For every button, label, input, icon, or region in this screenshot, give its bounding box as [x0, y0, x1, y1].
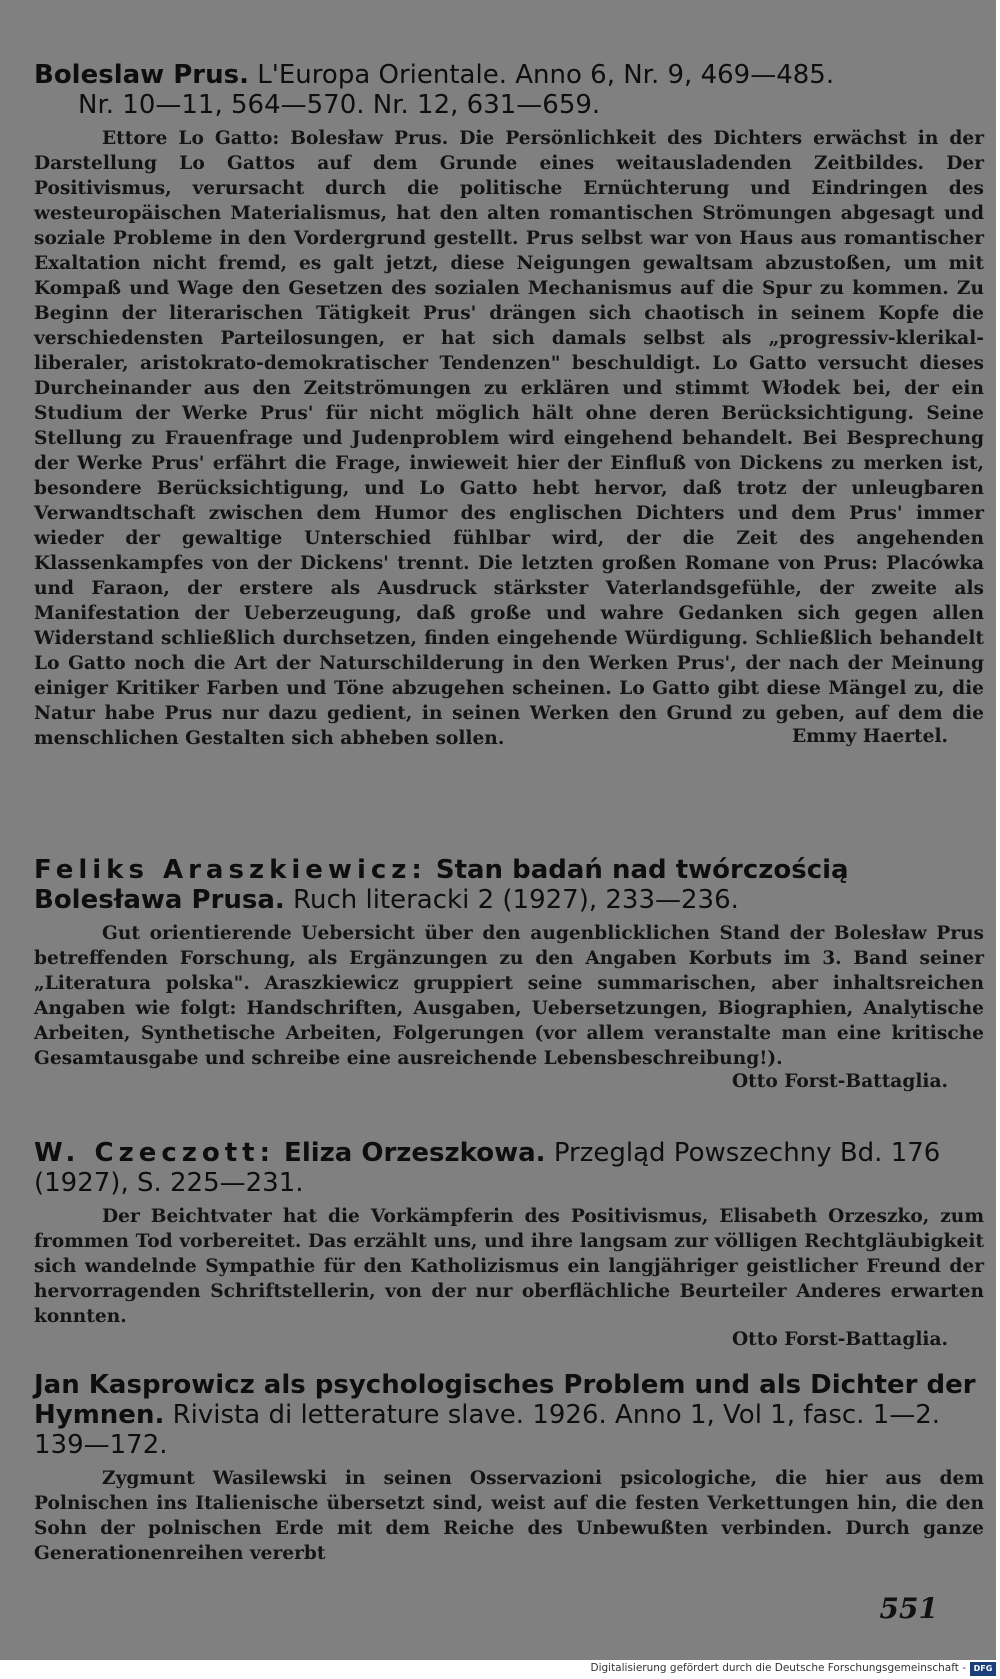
footer-credit-text: Digitalisierung gefördert durch die Deutsche Forschungsgemeinschaft - — [590, 1662, 966, 1674]
entry-body-text: Der Beichtvater hat die Vorkämpferin des Positivismus, Elisabeth Orzeszko, zum frommen Tod vorbereitet. Das erzählt uns, und ihre langsam zur völligen Rechtgläubigkeit sich wandelnde Sympathie für den Katholizismus ein langjähriger geistlicher Freund der hervorragenden Schriftstellerin, von der nur oberflächliche Beurteiler Anderes erwarten konnten. — [34, 1206, 984, 1327]
entry-body — [34, 1466, 984, 1566]
entry-body — [34, 1204, 984, 1329]
entry-heading — [34, 60, 984, 120]
entry-czeczott — [34, 1138, 984, 1350]
entry-signature: Otto Forst-Battaglia. — [731, 1329, 948, 1350]
entry-signature: Otto Forst-Battaglia. — [731, 1071, 948, 1092]
entry-heading-source: Ruch literacki 2 (1927), 233—236. — [284, 885, 739, 915]
entry-heading-source: Przegląd Powszechny Bd. 176 (1927), S. 225—231. — [34, 1138, 941, 1198]
entry-heading-title: Boleslaw Prus. — [34, 60, 249, 90]
entry-body — [34, 921, 984, 1071]
entry-heading — [34, 1138, 984, 1198]
dfg-logo-icon: DFG — [970, 1662, 996, 1676]
entry-heading-author: Feliks Araszkiewicz: — [34, 855, 427, 885]
entry-heading-pages: Nr. 10—11, 564—570. Nr. 12, 631—659. — [78, 90, 601, 120]
entry-heading-author: W. Czeczott: — [34, 1138, 275, 1168]
entry-kasprowicz — [34, 1370, 984, 1566]
entry-signature: Emmy Haertel. — [792, 726, 948, 747]
entry-heading-title: Eliza Orzeszkowa. — [275, 1138, 546, 1168]
entry-heading — [34, 855, 984, 915]
entry-heading-title: Jan Kasprowicz als psychologisches Problem und als Dichter der Hymnen. — [34, 1370, 976, 1430]
entry-araszkiewicz — [34, 855, 984, 1092]
digitization-footer — [0, 1660, 1000, 1679]
entry-heading-title: Stan badań nad twórczością Bolesława Prusa. — [34, 855, 849, 915]
entry-body-text: Gut orientierende Uebersicht über den augenblicklichen Stand der Bolesław Prus betreffenden Forschung, als Ergänzungen zu den Angaben Korbuts im 3. Band seiner „Literatura polska". Araszkiewicz gruppiert seine summarischen, aber inhaltsreichen Angaben wie folgt: Handschriften, Ausgaben, Uebersetzungen, Biographien, Analytische Arbeiten, Synthetische Arbeiten, Folgerungen (vor allem veranstalte man eine kritische Gesamtausgabe und schreibe eine ausreichende Lebensbeschreibung!). — [34, 923, 984, 1069]
entry-body-text: Ettore Lo Gatto: Bolesław Prus. Die Persönlichkeit des Dichters erwächst in der Darstellung Lo Gattos auf dem Grunde eines weitausladenden Zeitbildes. Der Positivismus, verursacht durch die politische Ernüchterung und Eindringen des westeuropäischen Materialismus, hat den alten romantischen Strömungen abgesagt und soziale Probleme in den Vordergrund gestellt. Prus selbst war von Haus aus romantischer Exaltation nicht fremd, es galt jetzt, diese Neigungen gewaltsam abzustoßen, um mit Kompaß und Wage den Gesetzen des sozialen Mechanismus auf die Spur zu kommen. Zu Beginn der literarischen Tätigkeit Prus' drängen sich chaotisch in seinem Kopfe die verschiedensten Parteilosungen, er hat sich damals selbst als „progressiv-klerikal-liberaler, aristokrato-demokratischer Tendenzen" beschuldigt. Lo Gatto versucht dieses Durcheinander aus den Zeitströmungen zu erklären und stimmt Włodek bei, der ein Studium der Werke Prus' für nicht möglich hält ohne deren Berücksichtigung. Seine Stellung zu Frauenfrage und Judenproblem wird eingehend behandelt. Bei Besprechung der Werke Prus' erfährt die Frage, inwieweit hier der Einfluß von Dickens zu merken ist, besondere Berücksichtigung, und Lo Gatto hebt hervor, daß trotz der unleugbaren Verwandtschaft zwischen dem Humor des englischen Dichters und dem Prus' immer wieder der gewaltige Unterschied fühlbar wird, der die Zeit des angehenden Klassenkampfes von der Dickens' trennt. Die letzten großen Romane von Prus: Placówka und Faraon, der erstere als Ausdruck stärkster Vaterlandsgefühle, der zweite als Manifestation der Ueberzeugung, daß große und wahre Gedanken sich gegen allen Widerstand schließlich durchsetzen, finden eingehende Würdigung. Schließlich behandelt Lo Gatto noch die Art der Naturschilderung in den Werken Prus', der nach der Meinung einiger Kritiker Farben und Töne abzugehen scheinen. Lo Gatto gibt diese Mängel zu, die Natur habe Prus nur dazu gedient, in seinen Werken den Grund zu geben, auf dem die menschlichen Gestalten sich abheben sollen. — [34, 128, 984, 749]
entry-heading-source: L'Europa Orientale. Anno 6, Nr. 9, 469—485. — [248, 60, 835, 90]
entry-heading — [34, 1370, 984, 1460]
page-number: 551 — [879, 1592, 938, 1625]
entry-body-text: Zygmunt Wasilewski in seinen Osservazioni psicologiche, die hier aus dem Polnischen ins Italienische übersetzt sind, weist auf die festen Verkettungen hin, die den Sohn der polnischen Erde mit dem Reiche des Unbewußten verbinden. Durch ganze Generationenreihen vererbt — [34, 1468, 984, 1564]
entry-body — [34, 126, 984, 751]
entry-heading-source: Rivista di letterature slave. 1926. Anno 1, Vol 1, fasc. 1—2. 139—172. — [34, 1400, 941, 1460]
entry-prus-europa-orientale — [34, 60, 984, 747]
